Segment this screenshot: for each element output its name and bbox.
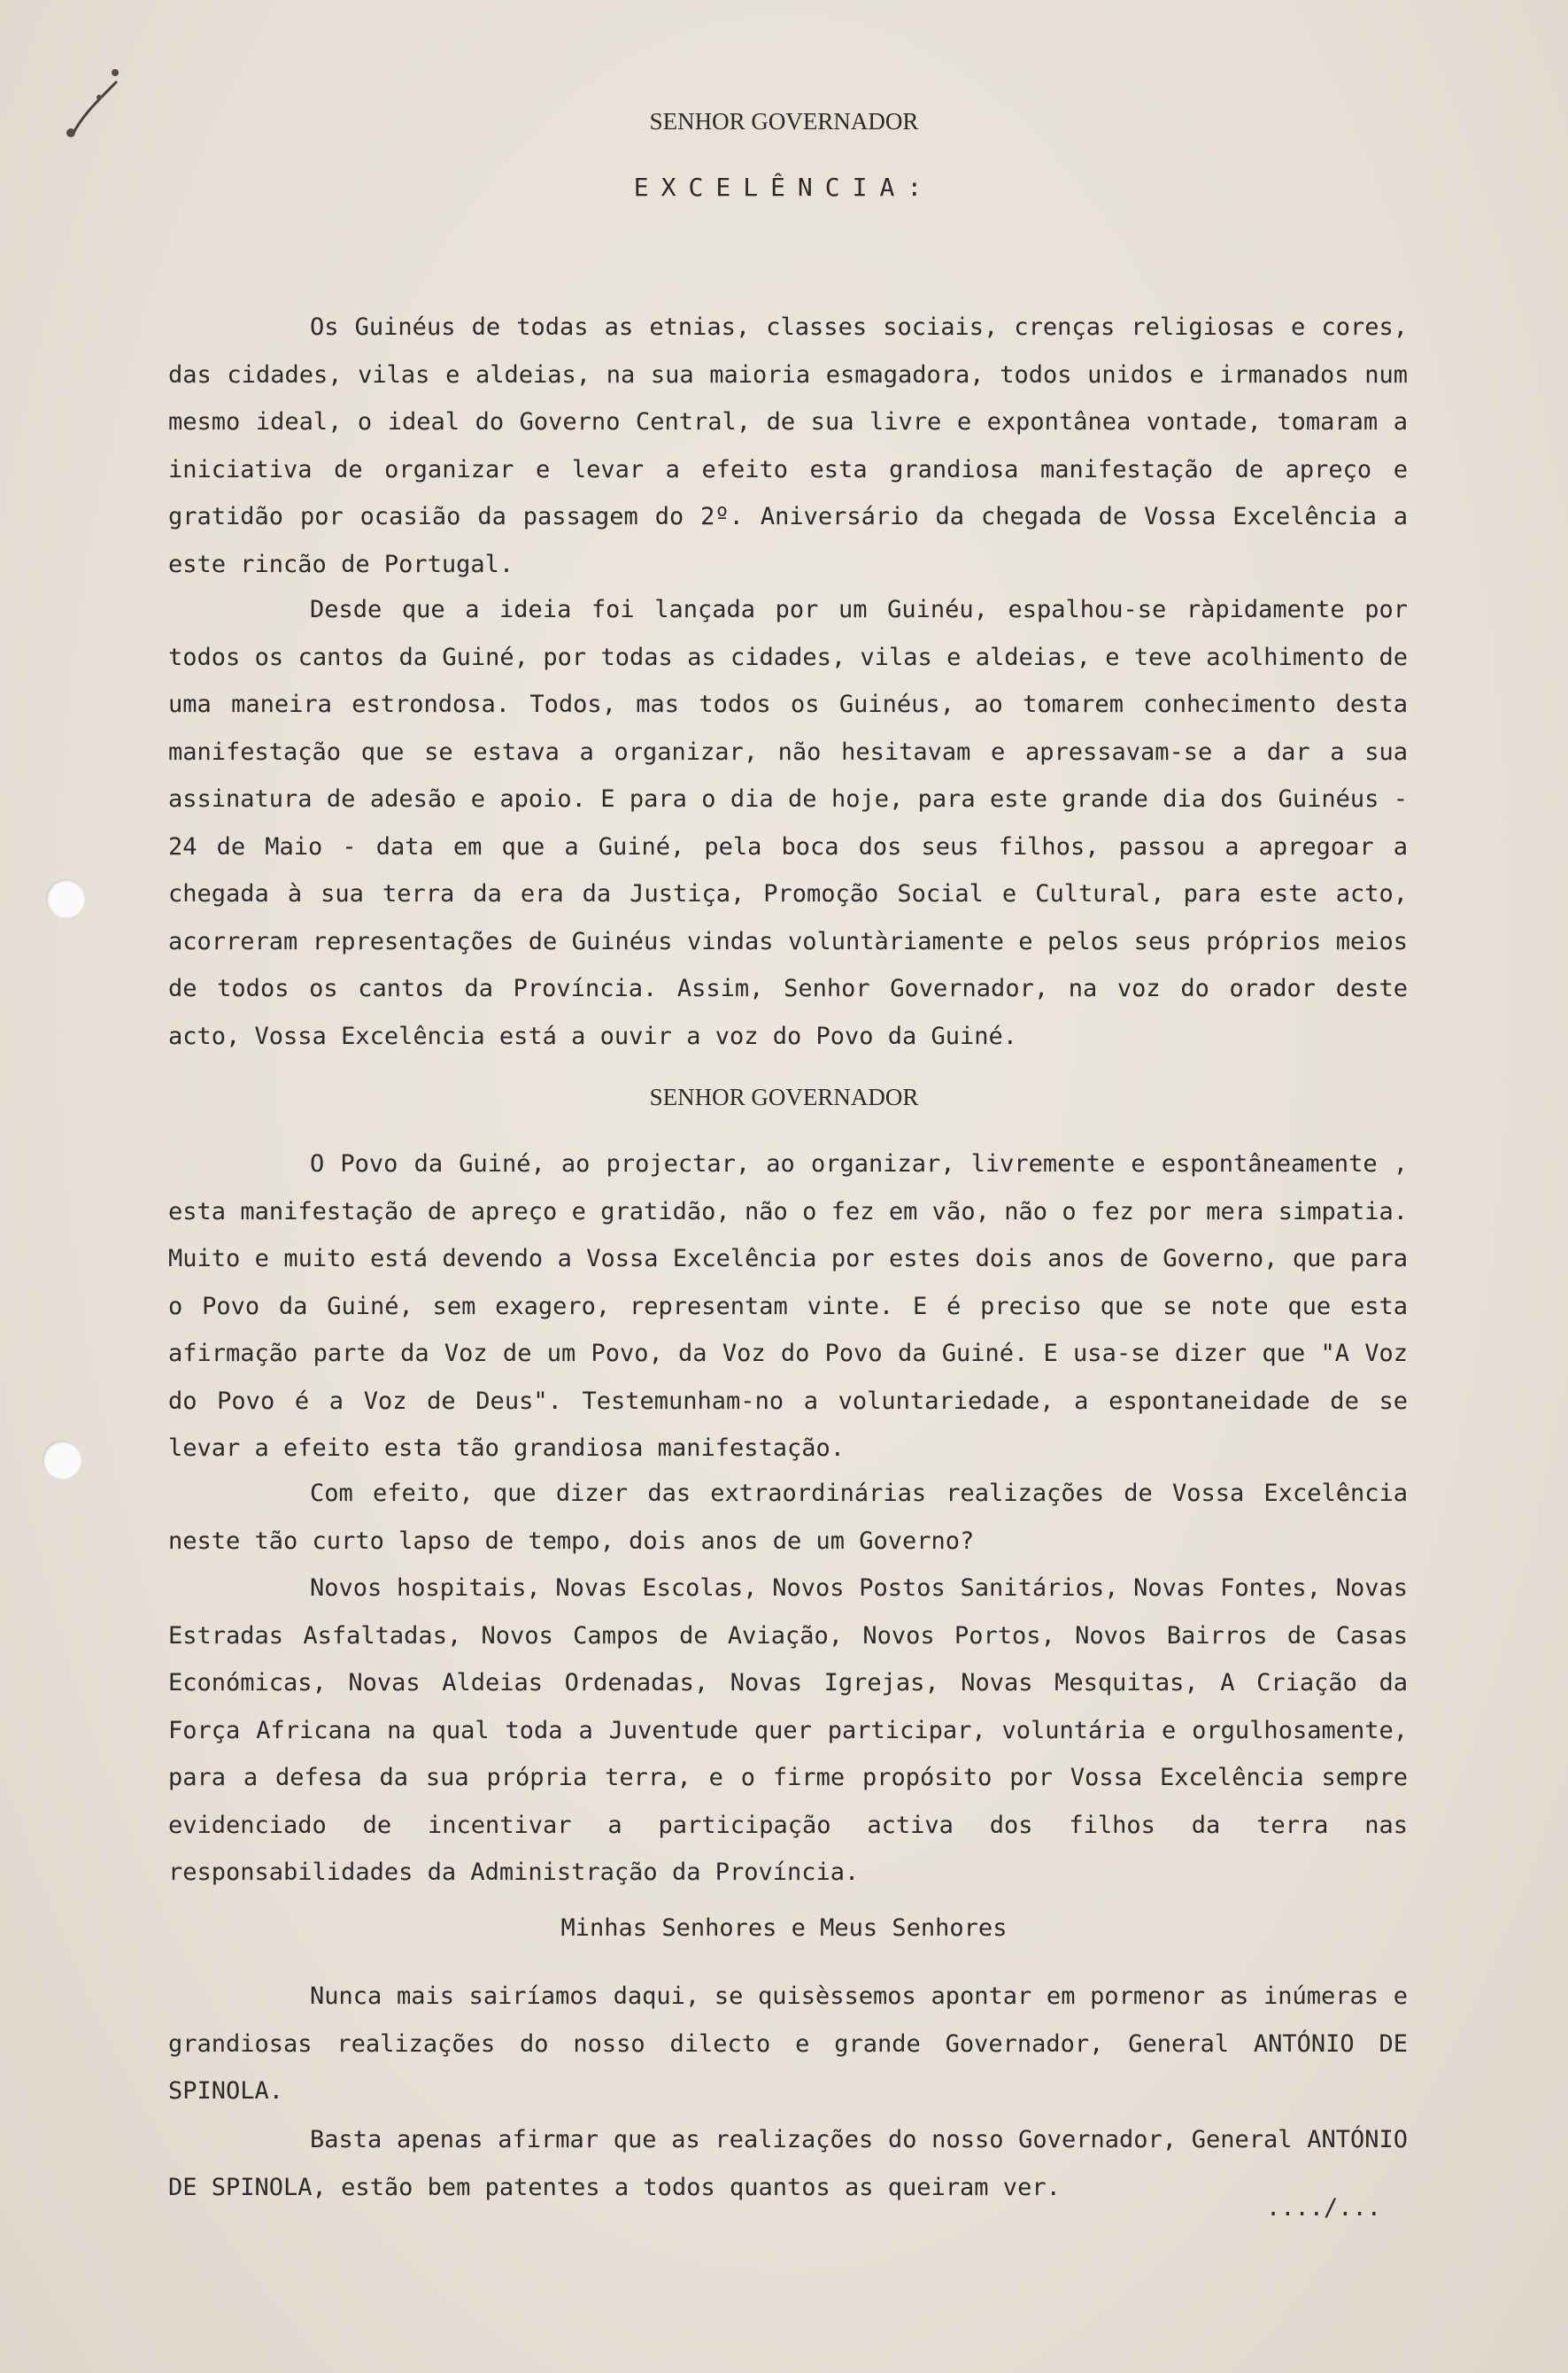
page-continuation-mark: ..../... (1266, 2194, 1382, 2222)
paragraph-3: O Povo da Guiné, ao projectar, ao organizar, livremente e espontâneamente , esta manifestação de apreço e gratidão, não o fez em vão, não o fez por mera simpatia. Muito e muito está devendo a Vossa Excelência por estes dois anos de Governo, que para o Povo da Guiné, sem exagero, representam vinte. E é preciso que se note que esta afirmação parte da Voz de um Povo, da Voz do Povo da Guiné. E usa-se dizer que "A Voz do Povo é a Voz de Deus". Testemunham-no a voluntariedade, a espontaneidade de se levar a efeito esta tão grandiosa manifestação. (168, 1150, 1408, 1462)
paragraph-4: Com efeito, que dizer das extraordinárias realizações de Vossa Excelência neste tão curto lapso de tempo, dois anos de um Governo? (168, 1480, 1408, 1555)
binder-punch-hole-lower (42, 1441, 81, 1480)
paragraph-1: Os Guinéus de todas as etnias, classes sociais, crenças religiosas e cores, das cidades, vilas e aldeias, na sua maioria esmagadora, todos unidos e irmanados num mesmo ideal, o ideal do Governo Central, de sua livre e expontânea vontade, tomaram a iniciativa de organizar e levar a efeito esta grandiosa manifestação de apreço e gratidão por ocasião da passagem do 2º. Aniversário da chegada de Vossa Excelência a este rincão de Portugal. (168, 313, 1408, 578)
heading-minhas-senhores: Minhas Senhores e Meus Senhores (560, 1914, 1008, 1942)
salutation-excelencia: EXCELÊNCIA: (633, 173, 935, 202)
paragraph-5: Novos hospitais, Novas Escolas, Novos Postos Sanitários, Novas Fontes, Novas Estradas Asfaltadas, Novos Campos de Aviação, Novos Portos, Novos Bairros de Casas Económicas, Novas Aldeias Ordenadas, Novas Igrejas, Novas Mesquitas, A Criação da Força Africana na qual toda a Juventude quer participar, voluntária e orgulhosamente, para a defesa da sua própria terra, e o firme propósito por Vossa Excelência sempre evidenciado de incentivar a participação activa dos filhos da terra nas responsabilidades da Administração da Província. (168, 1574, 1408, 1886)
paragraph-6: Nunca mais sairíamos daqui, se quisèssemos apontar em pormenor as inúmeras e grandiosas realizações do nosso dilecto e grande Governador, General ANTÓNIO DE SPINOLA. (168, 1983, 1408, 2105)
paragraph-7: Basta apenas afirmar que as realizações do nosso Governador, General ANTÓNIO DE SPINOLA, estão bem patentes a todos quantos as queiram ver. (168, 2126, 1408, 2201)
binder-punch-hole-upper (46, 879, 85, 918)
paragraph-2: Desde que a ideia foi lançada por um Guinéu, espalhou-se ràpidamente por todos os cantos da Guiné, por todas as cidades, vilas e aldeias, e teve acolhimento de uma maneira estrondosa. Todos, mas todos os Guinéus, ao tomarem conhecimento desta manifestação que se estava a organizar, não hesitavam e apressavam-se a dar a sua assinatura de adesão e apoio. E para o dia de hoje, para este grande dia dos Guinéus - 24 de Maio - data em que a Guiné, pela boca dos seus filhos, passou a apregoar a chegada à sua terra da era da Justiça, Promoção Social e Cultural, para este acto, acorreram representações de Guinéus vindas voluntàriamente e pelos seus próprios meios de todos os cantos da Província. Assim, Senhor Governador, na voz do orador deste acto, Vossa Excelência está a ouvir a voz do Povo da Guiné. (168, 596, 1408, 1050)
heading-senhor-governador: SENHOR GOVERNADOR (649, 108, 919, 135)
heading-senhor-governador-2: SENHOR GOVERNADOR (649, 1084, 919, 1110)
